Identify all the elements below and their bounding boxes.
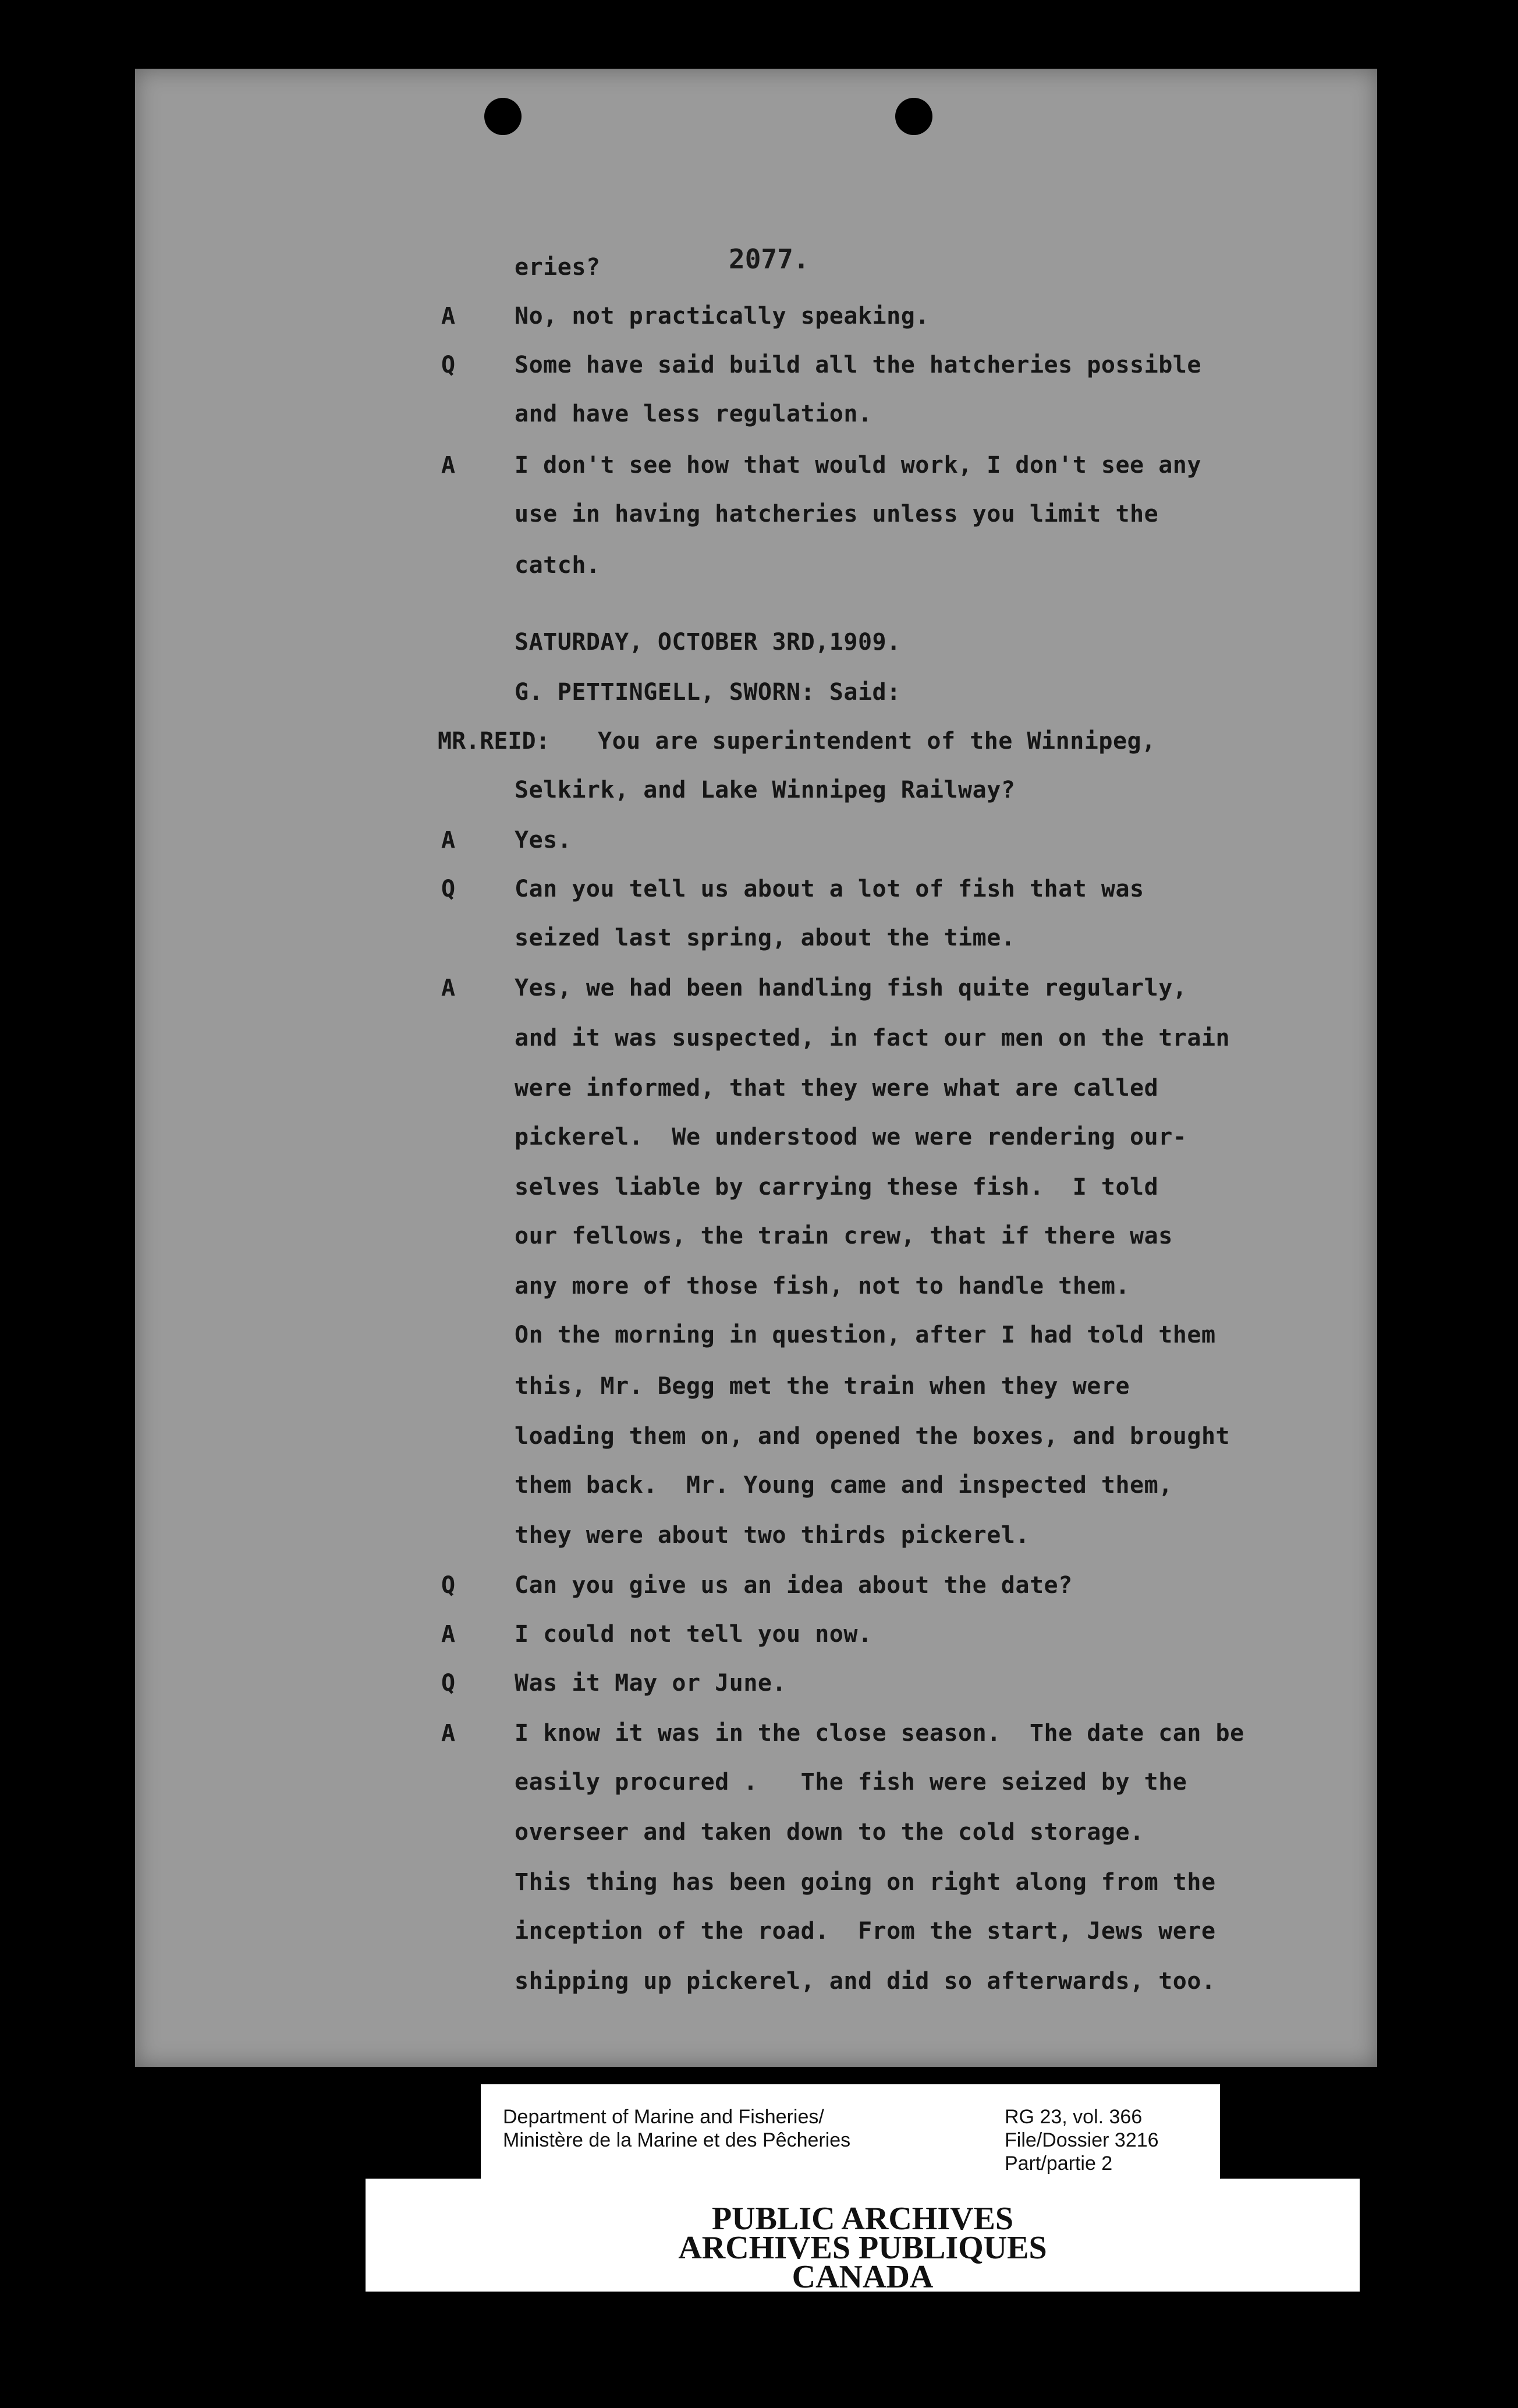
department-fr: Ministère de la Marine et des Pêcheries: [503, 2129, 851, 2151]
answer-marker: A: [441, 827, 456, 854]
transcript-line: I don't see how that would work, I don't see any: [515, 452, 1201, 479]
department-name: [503, 2105, 850, 2152]
transcript-line: No, not practically speaking.: [515, 303, 930, 330]
page-number: 2077.: [729, 243, 810, 275]
transcript-line: G. PETTINGELL, SWORN: Said:: [515, 679, 901, 706]
transcript-line: selves liable by carrying these fish. I told: [515, 1174, 1159, 1201]
record-reference: [1005, 2105, 1159, 2175]
transcript-line: were informed, that they were what are called: [515, 1075, 1159, 1102]
record-group: RG 23, vol. 366: [1005, 2106, 1143, 2128]
transcript-line: Can you tell us about a lot of fish that was: [515, 876, 1144, 902]
transcript-line: shipping up pickerel, and did so afterwards, too.: [515, 1968, 1216, 1995]
transcript-line: Yes.: [515, 827, 572, 854]
transcript-line: inception of the road. From the start, Jews were: [515, 1918, 1216, 1945]
transcript-line: I know it was in the close season. The date can be: [515, 1720, 1244, 1747]
question-marker: Q: [441, 1670, 456, 1697]
transcript-line: use in having hatcheries unless you limit the: [515, 501, 1159, 527]
transcript-line: I could not tell you now.: [515, 1621, 873, 1648]
transcript-line: catch.: [515, 552, 601, 579]
transcript-line: SATURDAY, OCTOBER 3RD,1909.: [515, 629, 901, 656]
transcript-line: You are superintendent of the Winnipeg,: [598, 728, 1156, 755]
department-en: Department of Marine and Fisheries/: [503, 2106, 824, 2128]
transcript-line: eries?: [515, 254, 601, 281]
transcript-line: any more of those fish, not to handle them.: [515, 1273, 1130, 1299]
part-number: Part/partie 2: [1005, 2152, 1113, 2175]
punch-hole: [484, 98, 522, 135]
answer-marker: A: [441, 452, 456, 479]
question-marker: Q: [441, 876, 456, 902]
archive-reference-label: [481, 2084, 1220, 2189]
transcript-line: and have less regulation.: [515, 401, 873, 427]
transcript-line: Was it May or June.: [515, 1670, 787, 1697]
transcript-line: our fellows, the train crew, that if there was: [515, 1223, 1173, 1249]
transcript-line: Selkirk, and Lake Winnipeg Railway?: [515, 777, 1016, 803]
typed-page: [135, 69, 1377, 2067]
transcript-line: loading them on, and opened the boxes, and brought: [515, 1423, 1230, 1450]
question-marker: Q: [441, 352, 456, 378]
answer-marker: A: [441, 1621, 456, 1648]
file-number: File/Dossier 3216: [1005, 2129, 1159, 2151]
answer-marker: A: [441, 303, 456, 330]
transcript-line: seized last spring, about the time.: [515, 925, 1016, 951]
transcript-line: they were about two thirds pickerel.: [515, 1522, 1030, 1549]
transcript-line: them back. Mr. Young came and inspected them,: [515, 1472, 1173, 1499]
transcript-line: overseer and taken down to the cold storage.: [515, 1819, 1144, 1846]
transcript-line: and it was suspected, in fact our men on the train: [515, 1025, 1230, 1051]
stamp-line-3: CANADA: [792, 2259, 934, 2295]
stamp-line-2: ARCHIVES PUBLIQUES: [678, 2230, 1047, 2266]
transcript-line: This thing has been going on right along from the: [515, 1869, 1216, 1896]
answer-marker: A: [441, 1720, 456, 1747]
speaker-label: MR.REID:: [438, 728, 550, 755]
transcript-line: pickerel. We understood we were rendering our-: [515, 1124, 1187, 1150]
transcript-line: Can you give us an idea about the date?: [515, 1572, 1073, 1599]
transcript-line: easily procured . The fish were seized by the: [515, 1769, 1187, 1796]
answer-marker: A: [441, 975, 456, 1001]
transcript-line: this, Mr. Begg met the train when they were: [515, 1373, 1130, 1400]
question-marker: Q: [441, 1572, 456, 1599]
transcript-line: Yes, we had been handling fish quite regularly,: [515, 975, 1187, 1001]
archives-stamp: [366, 2179, 1360, 2295]
transcript-line: On the morning in question, after I had told them: [515, 1322, 1216, 1348]
transcript-line: Some have said build all the hatcheries possible: [515, 352, 1201, 378]
punch-hole: [895, 98, 932, 135]
stamp-line-1: PUBLIC ARCHIVES: [711, 2201, 1014, 2237]
